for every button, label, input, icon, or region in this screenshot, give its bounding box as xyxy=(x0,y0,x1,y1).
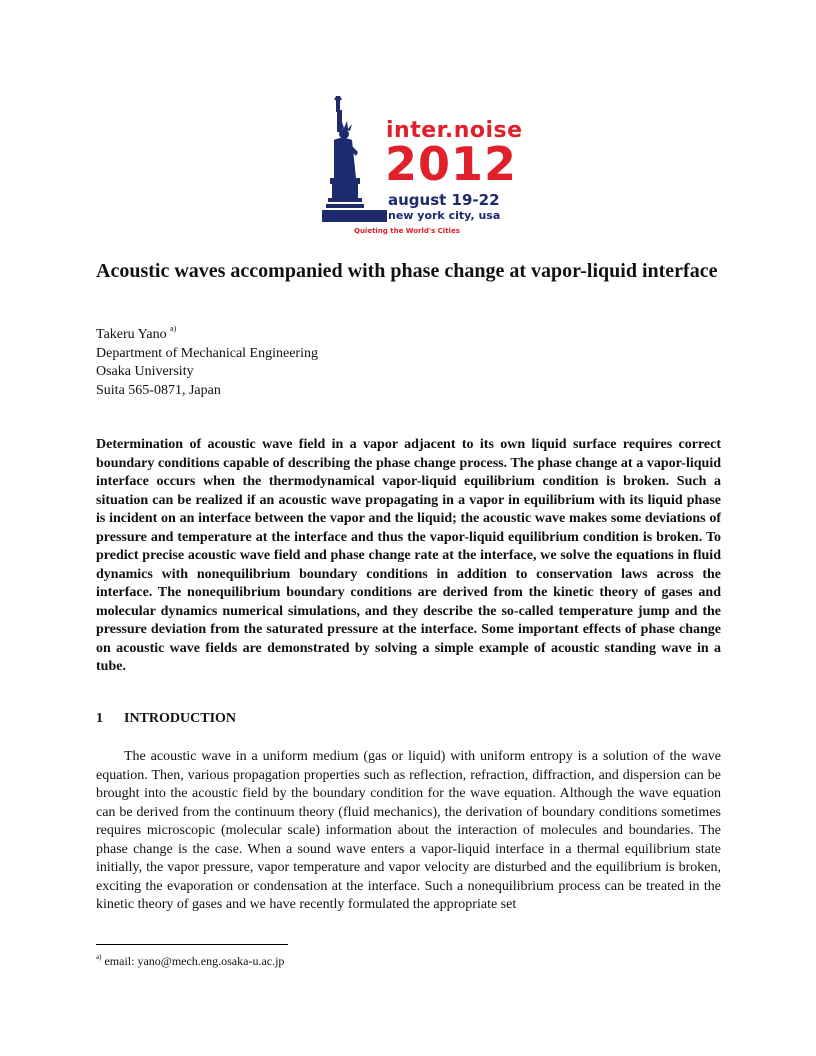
abstract: Determination of acoustic wave field in a vapor adjacent to its own liquid surface requires correct boundary conditions capable of describing the phase change process. The phase change at a vapor-liquid interface occurs when the thermodynamical vapor-liquid equilibrium condition is broken. Such a situation can be realized if an acoustic wave propagating in a vapor in equilibrium with its liquid phase is incident on an interface between the vapor and the liquid; the acoustic wave makes some deviations of pressure and temperature at the interface and thus the vapor-liquid equilibrium condition is broken. To predict precise acoustic wave field and phase change rate at the interface, we solve the equations in fluid dynamics with nonequilibrium boundary conditions in addition to conservation laws across the interface. The nonequilibrium boundary conditions are derived from the kinetic theory of gases and molecular dynamics numerical simulations, and they describe the so-called temperature jump and the pressure deviation from the saturated pressure at the interface. Some important effects of phase change on acoustic wave fields are demonstrated by solving a simple example of acoustic standing wave in a tube. xyxy=(96,437,721,674)
logo-location: new york city, usa xyxy=(388,209,501,222)
footnote-mark: a) xyxy=(96,953,102,961)
affiliation-address: Suita 565-0871, Japan xyxy=(96,382,221,398)
conference-logo xyxy=(320,96,523,241)
footnote xyxy=(96,953,284,969)
logo-year: 2012 xyxy=(385,137,518,191)
section-title: INTRODUCTION xyxy=(124,711,237,726)
logo-tagline: Quieting the World's Cities xyxy=(354,227,460,235)
statue-of-liberty-icon xyxy=(320,96,390,226)
affiliation-university: Osaka University xyxy=(96,364,194,379)
logo-wordmark: inter.noise xyxy=(386,118,523,143)
affiliation-department: Department of Mechanical Engineering xyxy=(96,345,318,361)
paper-title: Acoustic waves accompanied with phase change at vapor-liquid interface xyxy=(96,260,718,282)
footnote-email[interactable]: email: yano@mech.eng.osaka-u.ac.jp xyxy=(104,954,285,968)
section-number: 1 xyxy=(96,711,103,726)
author-line xyxy=(96,320,318,345)
footnote-divider xyxy=(96,944,288,945)
logo-dates: august 19-22 xyxy=(388,191,500,209)
author-footnote-mark: a) xyxy=(170,324,177,333)
author-block xyxy=(96,320,318,400)
author-name: Takeru Yano xyxy=(96,327,167,342)
section-heading xyxy=(96,711,236,727)
intro-paragraph: The acoustic wave in a uniform medium (gas or liquid) with uniform entropy is a solution of the wave equation. Then, various propagation properties such as reflection, refraction, diffraction, and dispersion can be brought into the acoustic field by the boundary condition for the wave equation. Although the wave equation can be derived from the continuum theory (fluid mechanics), the derivation of boundary conditions sometimes requires microscopic (molecular scale) information about the interaction of molecules and boundaries. The phase change is the case. When a sound wave enters a vapor-liquid interface in a thermal equilibrium state initially, the vapor pressure, vapor temperature and vapor velocity are disturbed and the equilibrium is broken, exciting the evaporation or condensation at the interface. Such a nonequilibrium process can be treated in the kinetic theory of gases and we have recently formulated the appropriate set xyxy=(96,749,721,912)
